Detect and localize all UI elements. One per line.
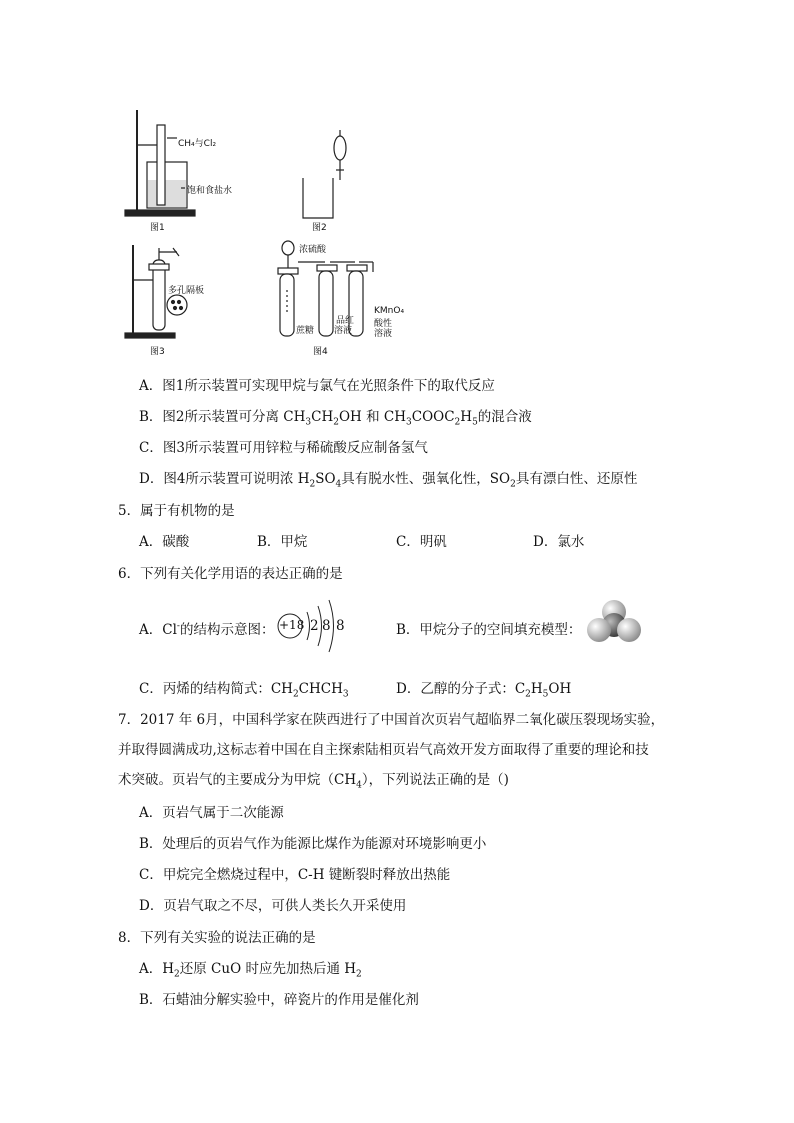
fig1-liquid-label: 饱和食盐水	[187, 186, 233, 196]
shell-1-electrons: 2	[310, 618, 319, 634]
q4-b-text-1: B．图2所示装置可分离 CH	[139, 409, 306, 425]
q6-option-d: D．乙醇的分子式：$C_2H_5OH$	[396, 681, 572, 700]
q6-d-text-1: D．乙醇的分子式：C	[396, 681, 526, 697]
q7-stem-line-2: 并取得圆满成功,这标志着中国在自主探索陆相页岩气高效开发方面取得了重要的理论和技	[118, 742, 649, 758]
q4-b-text-2: CH	[311, 409, 334, 425]
q7-line3-end: ），下列说法正确的是（)	[361, 772, 509, 788]
q4-b-text-4: COOC	[411, 409, 455, 425]
q7-line3-sub: 4	[356, 780, 362, 791]
q8-option-b: B．石蜡油分解实验中，碎瓷片的作用是催化剂	[139, 992, 419, 1008]
shell-3-electrons: 8	[336, 618, 345, 634]
fig3-caption: 图3	[150, 347, 165, 357]
q6-option-b: B．甲烷分子的空间填充模型：	[396, 622, 582, 638]
q6-d-text-3: OH	[548, 681, 572, 697]
q5-option-c: C．明矾	[396, 534, 447, 550]
q7-stem-line-1: 7．2017 年 6月，中国科学家在陕西进行了中国首次页岩气超临界二氧化碳压裂现场实验，	[118, 712, 665, 728]
q6-a-text-2: 的结构示意图：	[179, 622, 275, 638]
q6-c-sub: 3	[342, 689, 349, 700]
figure-2-drawing	[303, 130, 346, 218]
fig4-caption: 图4	[313, 347, 328, 357]
q7-option-a: A．页岩气属于二次能源	[139, 805, 284, 821]
q5-option-d: D．氯水	[533, 534, 585, 550]
q5-option-a: A．碳酸	[139, 534, 190, 550]
q4-b-text-3: OH 和 CH	[338, 409, 407, 425]
fig4-magenta-label: 品红	[336, 316, 355, 326]
q6-option-a	[139, 618, 274, 638]
q7-option-c: C．甲烷完全燃烧过程中，C-H 键断裂时释放出热能	[139, 867, 451, 883]
nucleus-charge: +18	[279, 618, 305, 632]
q8-a-text-1: A．H	[139, 961, 175, 977]
q5-stem: 5．属于有机物的是	[118, 503, 235, 519]
q6-c-text-1: C．丙烯的结构简式：CH	[139, 681, 293, 697]
figure-1-drawing	[125, 110, 195, 216]
fig4-acid-label: 浓硫酸	[299, 245, 327, 255]
q6-option-c: C．丙烯的结构简式：$CH_2CHCH_3$	[139, 681, 349, 700]
fig4-solution-label: 溶液	[374, 329, 393, 339]
q6-stem: 6．下列有关化学用语的表达正确的是	[118, 566, 343, 582]
q4-b-text-6: 的混合液	[477, 409, 532, 425]
q4-option-b: B．图2所示装置可分离 $CH_3CH_2OH$ 和 $CH_3COOC_2H_5$的混合液	[139, 409, 532, 428]
q4-option-a: A．图1所示装置可实现甲烷与氯气在光照条件下的取代反应	[139, 378, 495, 394]
q4-d-text-2: SO	[315, 471, 336, 487]
q7-line3-text: 术突破。页岩气的主要成分为甲烷（CH	[118, 772, 357, 788]
fig4-kmno4-label: KMnO₄	[374, 306, 405, 316]
q8-option-a: A．$H_2$还原 CuO 时应先加热后通 $H_2$	[139, 961, 362, 980]
fig2-caption: 图2	[312, 223, 327, 233]
q6-a-charge: -	[176, 621, 180, 632]
q4-b-text-5: H	[460, 409, 473, 425]
methane-space-filling-model	[585, 598, 643, 648]
q7-option-b: B．处理后的页岩气作为能源比煤作为能源对环境影响更小	[139, 836, 487, 852]
q7-option-d: D．页岩气取之不尽，可供人类长久开采使用	[139, 898, 407, 914]
q6-a-text-1: A．Cl	[139, 622, 177, 638]
q4-d-text-4: 具有漂白性、还原性	[515, 471, 638, 487]
q4-d-text-3: 具有脱水性、强氧化性，SO	[341, 471, 511, 487]
fig4-magenta-solution-label: 溶液	[334, 326, 353, 336]
q6-c-text-2: CHCH	[298, 681, 343, 697]
q5-option-b: B．甲烷	[257, 534, 308, 550]
fig1-caption: 图1	[150, 223, 165, 233]
q6-d-text-2: H	[530, 681, 543, 697]
figure-4-drawing	[278, 241, 373, 336]
fig4-sugar-label: 蔗糖	[296, 326, 315, 336]
q8-a-text-2: 还原 CuO 时应先加热后通 H	[179, 961, 357, 977]
shell-2-electrons: 8	[322, 618, 331, 634]
q7-stem-line-3	[118, 768, 509, 791]
q4-d-text-1: D．图4所示装置可说明浓 H	[139, 471, 310, 487]
q4-option-d: D．图4所示装置可说明浓 $H_2SO_4$具有脱水性、强氧化性，$SO_2$具有漂白性、还原性	[139, 471, 638, 490]
q4-option-c: C．图3所示装置可用锌粒与稀硫酸反应制备氢气	[139, 440, 428, 456]
q8-stem: 8．下列有关实验的说法正确的是	[118, 930, 316, 946]
fig1-gas-label: CH₄与Cl₂	[178, 139, 217, 149]
fig4-acidic-label: 酸性	[374, 319, 393, 329]
fig3-plate-label: 多孔隔板	[168, 286, 205, 296]
